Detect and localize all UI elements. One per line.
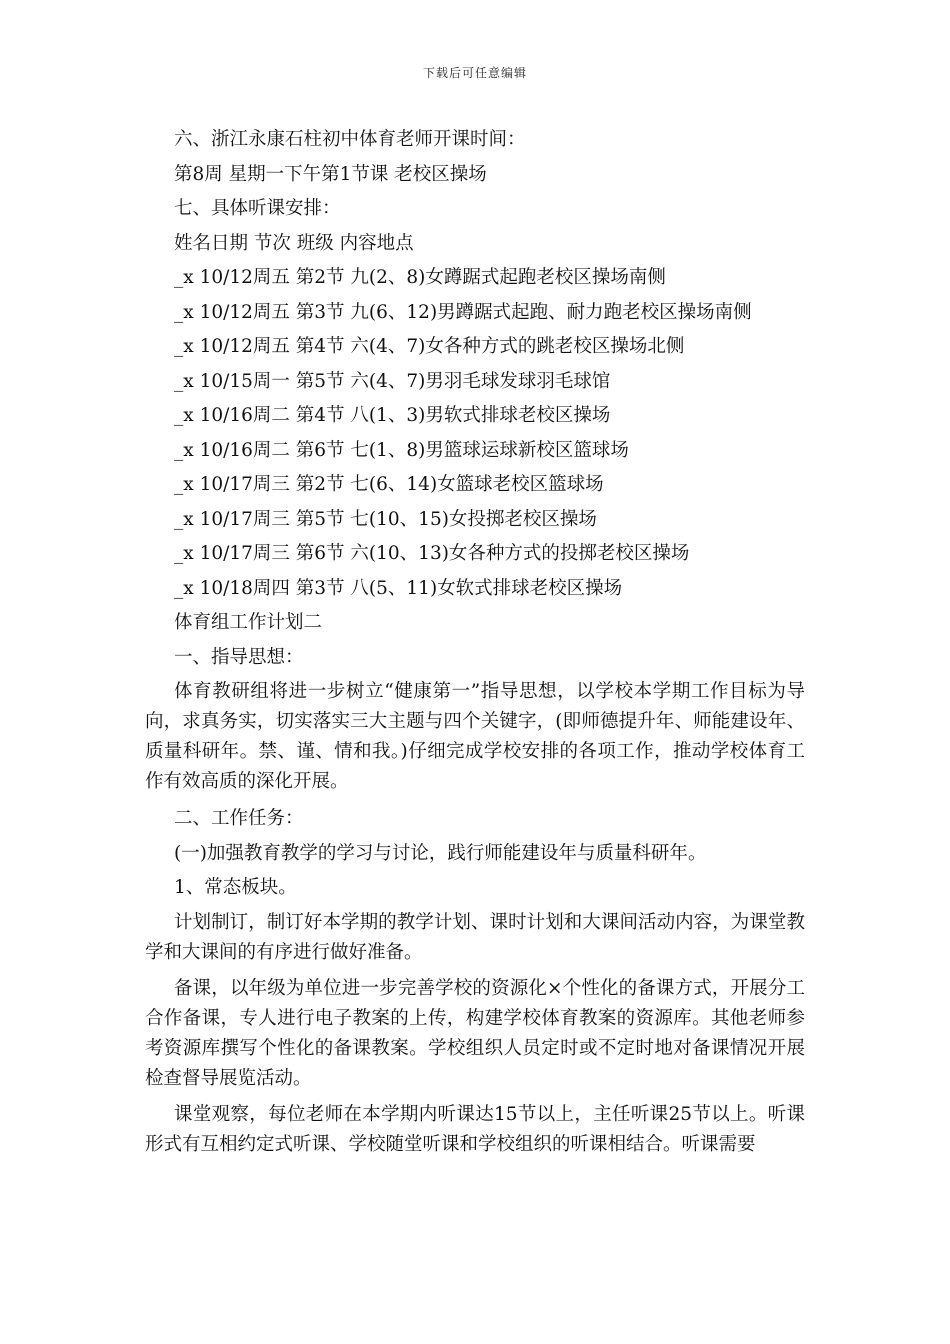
open-class-time: 第8周 星期一下午第1节课 老校区操场: [174, 163, 487, 185]
schedule-row: _x 10/16周二 第4节 八(1、3)男软式排球老校区操场: [174, 405, 611, 426]
class-observation-paragraph: 课堂观察，每位老师在本学期内听课达15节以上，主任听课25节以上。听课形式有互相约定式听课、学校随堂听课和学校组织的听课相结合。听课需要: [145, 1103, 805, 1155]
schedule-row: _x 10/18周四 第3节 八(5、11)女软式排球老校区操场: [174, 577, 623, 599]
schedule-row: _x 10/12周五 第4节 六(4、7)女各种方式的跳老校区操场北侧: [174, 336, 685, 357]
schedule-row: _x 10/15周一 第5节 六(4、7)男羽毛球发球羽毛球馆: [174, 370, 611, 392]
plan-two-title: 体育组工作计划二: [174, 612, 323, 633]
section-seven-heading: 七、具体听课安排：: [174, 198, 341, 219]
schedule-row: _x 10/12周五 第2节 九(2、8)女蹲踞式起跑老校区操场南侧: [174, 267, 666, 288]
section-six-heading: 六、浙江永康石柱初中体育老师开课时间：: [174, 129, 526, 150]
lesson-prep-paragraph: 备课，以年级为单位进一步完善学校的资源化×个性化的备课方式，开展分工合作备课，专人进行电子教案的上传，构建学校体育教案的资源库。其他老师参考资源库撰写个性化的备课教案。学校组织人员定时或不定时地对备课情况开展检查督导展览活动。: [145, 977, 805, 1089]
schedule-row: _x 10/17周三 第2节 七(6、14)女篮球老校区篮球场: [174, 474, 604, 495]
work-tasks-heading: 二、工作任务：: [174, 808, 304, 829]
schedule-row: _x 10/12周五 第3节 九(6、12)男蹲踞式起跑、耐力跑老校区操场南侧: [174, 301, 752, 323]
guiding-ideology-heading: 一、指导思想：: [174, 646, 304, 668]
guiding-ideology-paragraph: 体育教研组将进一步树立“健康第一”指导思想，以学校本学期工作目标为导向，求真务实，切实落实三大主题与四个关键字，(即师德提升年、师能建设年、质量科研年。禁、谨、情和我。)仔细完成学校安排的各项工作，推动学校体育工作有效高质的深化开展。: [145, 681, 805, 792]
page-header-note: 下载后可任意编辑: [422, 66, 527, 80]
document-body: [145, 123, 805, 1165]
schedule-row: _x 10/17周三 第6节 六(10、13)女各种方式的投掷老校区操场: [174, 543, 690, 564]
schedule-row: _x 10/16周二 第6节 七(1、8)男篮球运球新校区篮球场: [174, 439, 629, 461]
work-task-one: (一)加强教育教学的学习与讨论，践行师能建设年与质量科研年。: [174, 842, 707, 864]
routine-section-heading: 1、常态板块。: [174, 877, 297, 898]
plan-paragraph: 计划制订，制订好本学期的教学计划、课时计划和大课间活动内容，为课堂教学和大课间的有序进行做好准备。: [145, 911, 805, 963]
schedule-header-row: 姓名日期 节次 班级 内容地点: [174, 232, 414, 254]
schedule-row: _x 10/17周三 第5节 七(10、15)女投掷老校区操场: [174, 508, 597, 530]
